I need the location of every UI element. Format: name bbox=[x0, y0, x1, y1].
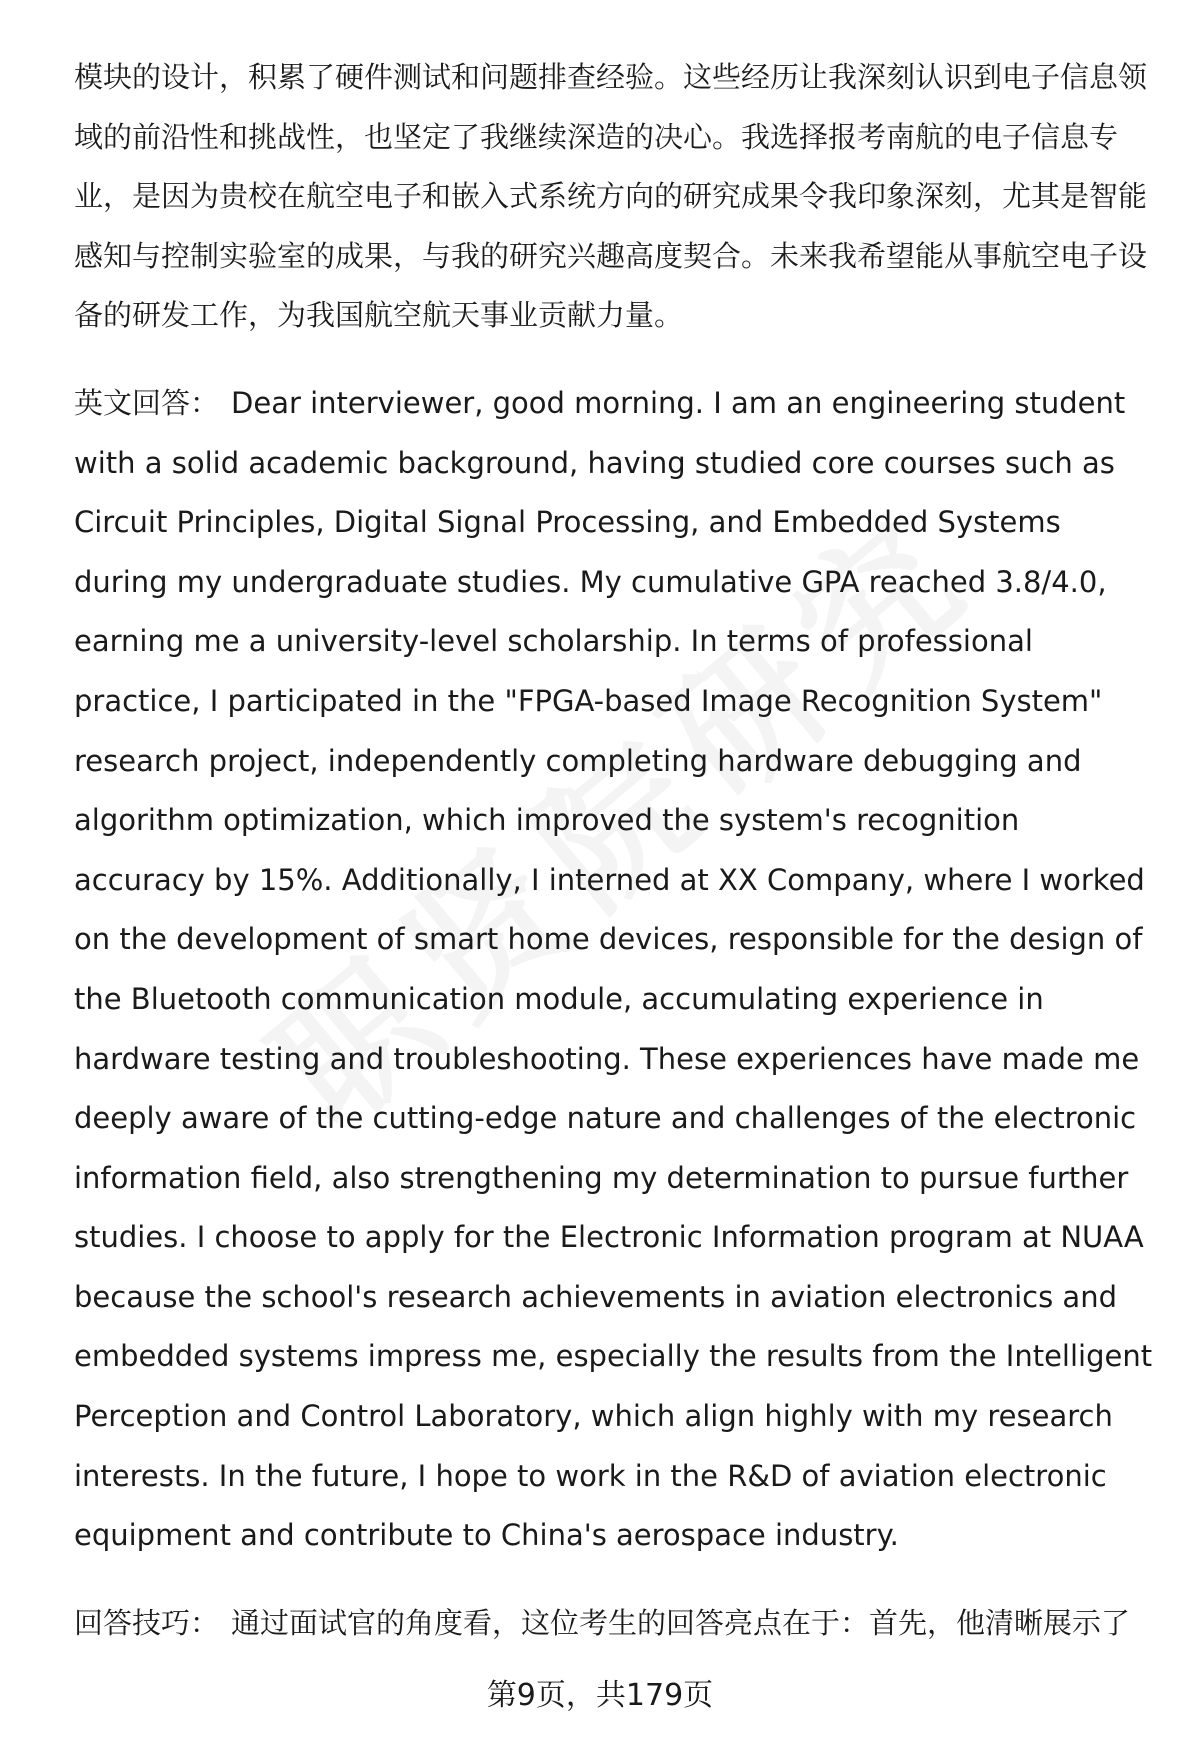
chinese-paragraph bbox=[74, 48, 1154, 346]
answer-tips-paragraph bbox=[74, 1594, 1154, 1654]
page-indicator: 第9页，共179页 bbox=[486, 1678, 714, 1713]
english-answer-paragraph bbox=[74, 374, 1154, 1566]
english-answer-label: 英文回答： bbox=[74, 385, 220, 420]
chinese-paragraph-text: 模块的设计，积累了硬件测试和问题排查经验。这些经历让我深刻认识到电子信息领域的前沿性和挑战性，也坚定了我继续深造的决心。我选择报考南航的电子信息专业，是因为贵校在航空电子和嵌入式系统方向的研究成果令我印象深刻，尤其是智能感知与控制实验室的成果，与我的研究兴趣高度契合。未来我希望能从事航空电子设备的研发工作，为我国航空航天事业贡献力量。 bbox=[74, 60, 1148, 333]
document-body bbox=[74, 48, 1154, 1681]
page-footer bbox=[0, 1670, 1200, 1714]
english-answer-text: Dear interviewer, good morning. I am an engineering student with a solid academic background, having studied core courses such as Circuit Principles, Digital Signal Processing, and Embedded Systems during my undergraduate studies. My cumulative GPA reached 3.8/4.0, earning me a university-level scholarship. In terms of professional practice, I participated in the "FPGA-based Image Recognition System" research project, independently completing hardware debugging and algorithm optimization, which improved the system's recognition accuracy by 15%. Additionally, I interned at XX Company, where I worked on the development of smart home devices, responsible for the design of the Bluetooth communication module, accumulating experience in hardware testing and troubleshooting. These experiences have made me deeply aware of the cutting-edge nature and challenges of the electronic information field, also strengthening my determination to pursue further studies. I choose to apply for the Electronic Information program at NUAA because the school's research achievements in aviation electronics and embedded systems impress me, especially the results from the Intelligent Perception and Control Laboratory, which align highly with my research interests. In the future, I hope to work in the R&D of aviation electronic equipment and contribute to China's aerospace industry. bbox=[74, 385, 1153, 1553]
answer-tips-text: 通过面试官的角度看，这位考生的回答亮点在于：首先，他清晰展示了 bbox=[231, 1605, 1131, 1640]
answer-tips-label: 回答技巧： bbox=[74, 1605, 220, 1640]
